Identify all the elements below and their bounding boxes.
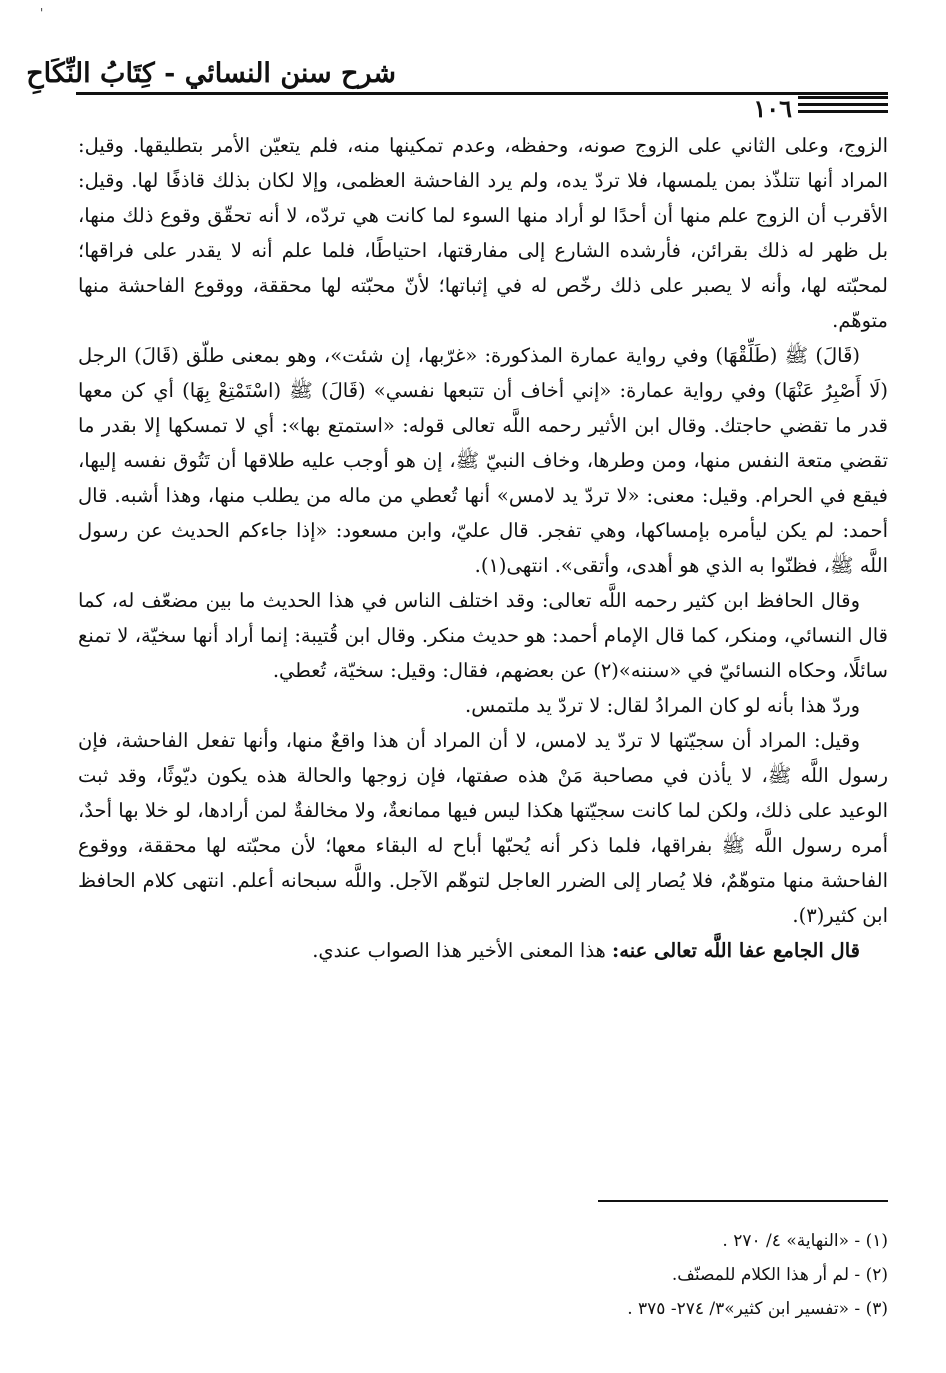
paragraph-1: الزوج، وعلى الثاني على الزوج صونه، وحفظه، وعدم تمكينها منه، فلم يتعيّن الأمر بتطليقها. وقيل: المراد أنها تتلذّذ بمن يلمسها، فلا تردّ يده، ولم يرد الفاحشة العظمى، وإلا لكان بذلك قاذفًا لها. وقيل: الأقرب أن الزوج علم منها أن أحدًا لو أراد منها السوء لما كانت هي تردّه، لا أنه تحقّق وقوع ذلك منها، بل ظهر له ذلك بقرائن، فأرشده الشارع إلى مفارقتها، احتياطًا، فلما علم أنه لا يقدر على فراقها؛ لمحبّته لها، وأنه لا يصبر على ذلك رخّص له في إثباتها؛ لأنّ محبّته لها محققة، ووقوع الفاحشة منها متوهّم. [78, 134, 888, 332]
page-number-decoration [798, 96, 888, 120]
footnote-1: (١) - «النهاية» ٤/ ٢٧٠ . [722, 1231, 888, 1251]
page-number: ١٠٦ [753, 94, 792, 123]
footnote-2: (٢) - لم أر هذا الكلام للمصنّف. [671, 1265, 888, 1285]
paragraph-5: وقيل: المراد أن سجيّتها لا تردّ يد لامس، لا أن المراد أن هذا واقعٌ منها، وأنها تفعل الفاحشة، فإن رسول اللَّه ﷺ، لا يأذن في مصاحبة مَنْ هذه صفتها، فإن زوجها والحالة هذه يكون ديّوثًا، وقد ثبت الوعيد على ذلك، ولكن لما كانت سجيّتها هكذا ليس فيها ممانعةٌ، ولا مخالفةٌ لمن أرادها، لو خلا بها أحدٌ، أمره رسول اللَّه ﷺ بفراقها، فلما ذكر أنه يُحبّها أباح له البقاء معها؛ لأن محبّته لها محققة، ووقوع الفاحشة منها متوهّمٌ، فلا يُصار إلى الضرر العاجل لتوهّم الآجل. واللَّه سبحانه أعلم. انتهى كلام الحافظ ابن كثير(٣). [78, 729, 888, 927]
paragraph-2: (قَالَ) ﷺ (طَلِّقْهَا) وفي رواية عمارة المذكورة: «غرّبها، إن شئت»، وهو بمعنى طلّق (قَالَ) الرجل (لَا أَصْبِرُ عَنْهَا) وفي رواية عمارة: «إني أخاف أن تتبعها نفسي» (قَالَ) ﷺ (اسْتَمْتِعْ بِهَا) أي كن معها قدر ما تقضي حاجتك. وقال ابن الأثير رحمه اللَّه تعالى قوله: «استمتع بها»: أي لا تمسكها إلا بقدر ما تقضي متعة النفس منها، ومن وطرها، وخاف النبيّ ﷺ، إن هو أوجب عليه طلاقها أن تَتُوق نفسه إليها، فيقع في الحرام. وقيل: معنى: «لا تردّ يد لامس» أنها تُعطي من ماله من يطلب منها، وهذا أشبه. قال أحمد: لم يكن ليأمره بإمساكها، وهي تفجر. قال عليّ، وابن مسعود: «إذا جاءكم الحديث عن رسول اللَّه ﷺ، فظنّوا به الذي هو أهدى، وأتقى». انتهى(١). [78, 344, 888, 577]
footnote-3: (٣) - «تفسير ابن كثير»٣/ ٢٧٤- ٣٧٥ . [627, 1299, 888, 1319]
paragraph-4: وردّ هذا بأنه لو كان المرادُ لقال: لا تردّ يد ملتمس. [465, 694, 860, 717]
closing-lead: قال الجامع عفا اللَّه تعالى عنه: [612, 939, 860, 962]
running-header-title: شرح سنن النسائي - كِتَابُ النِّكَاحِ [26, 58, 396, 89]
corner-mark: ' [40, 6, 44, 20]
paragraph-3: وقال الحافظ ابن كثير رحمه اللَّه تعالى: وقد اختلف الناس في هذا الحديث ما بين مضعّف له، كما قال النسائي، ومنكر، كما قال الإمام أحمد: هو حديث منكر. وقال ابن قُتيبة: إنما أراد أنها سخيّة، لا تمنع سائلًا، وحكاه النسائيّ في «سننه»(٢) عن بعضهم، فقال: وقيل: سخيّة، تُعطي. [78, 589, 888, 682]
main-text [78, 128, 888, 968]
footnote-separator [598, 1200, 888, 1202]
footnotes [78, 1224, 888, 1326]
closing-rest: هذا المعنى الأخير هذا الصواب عندي. [312, 939, 606, 962]
closing-paragraph [78, 933, 888, 968]
